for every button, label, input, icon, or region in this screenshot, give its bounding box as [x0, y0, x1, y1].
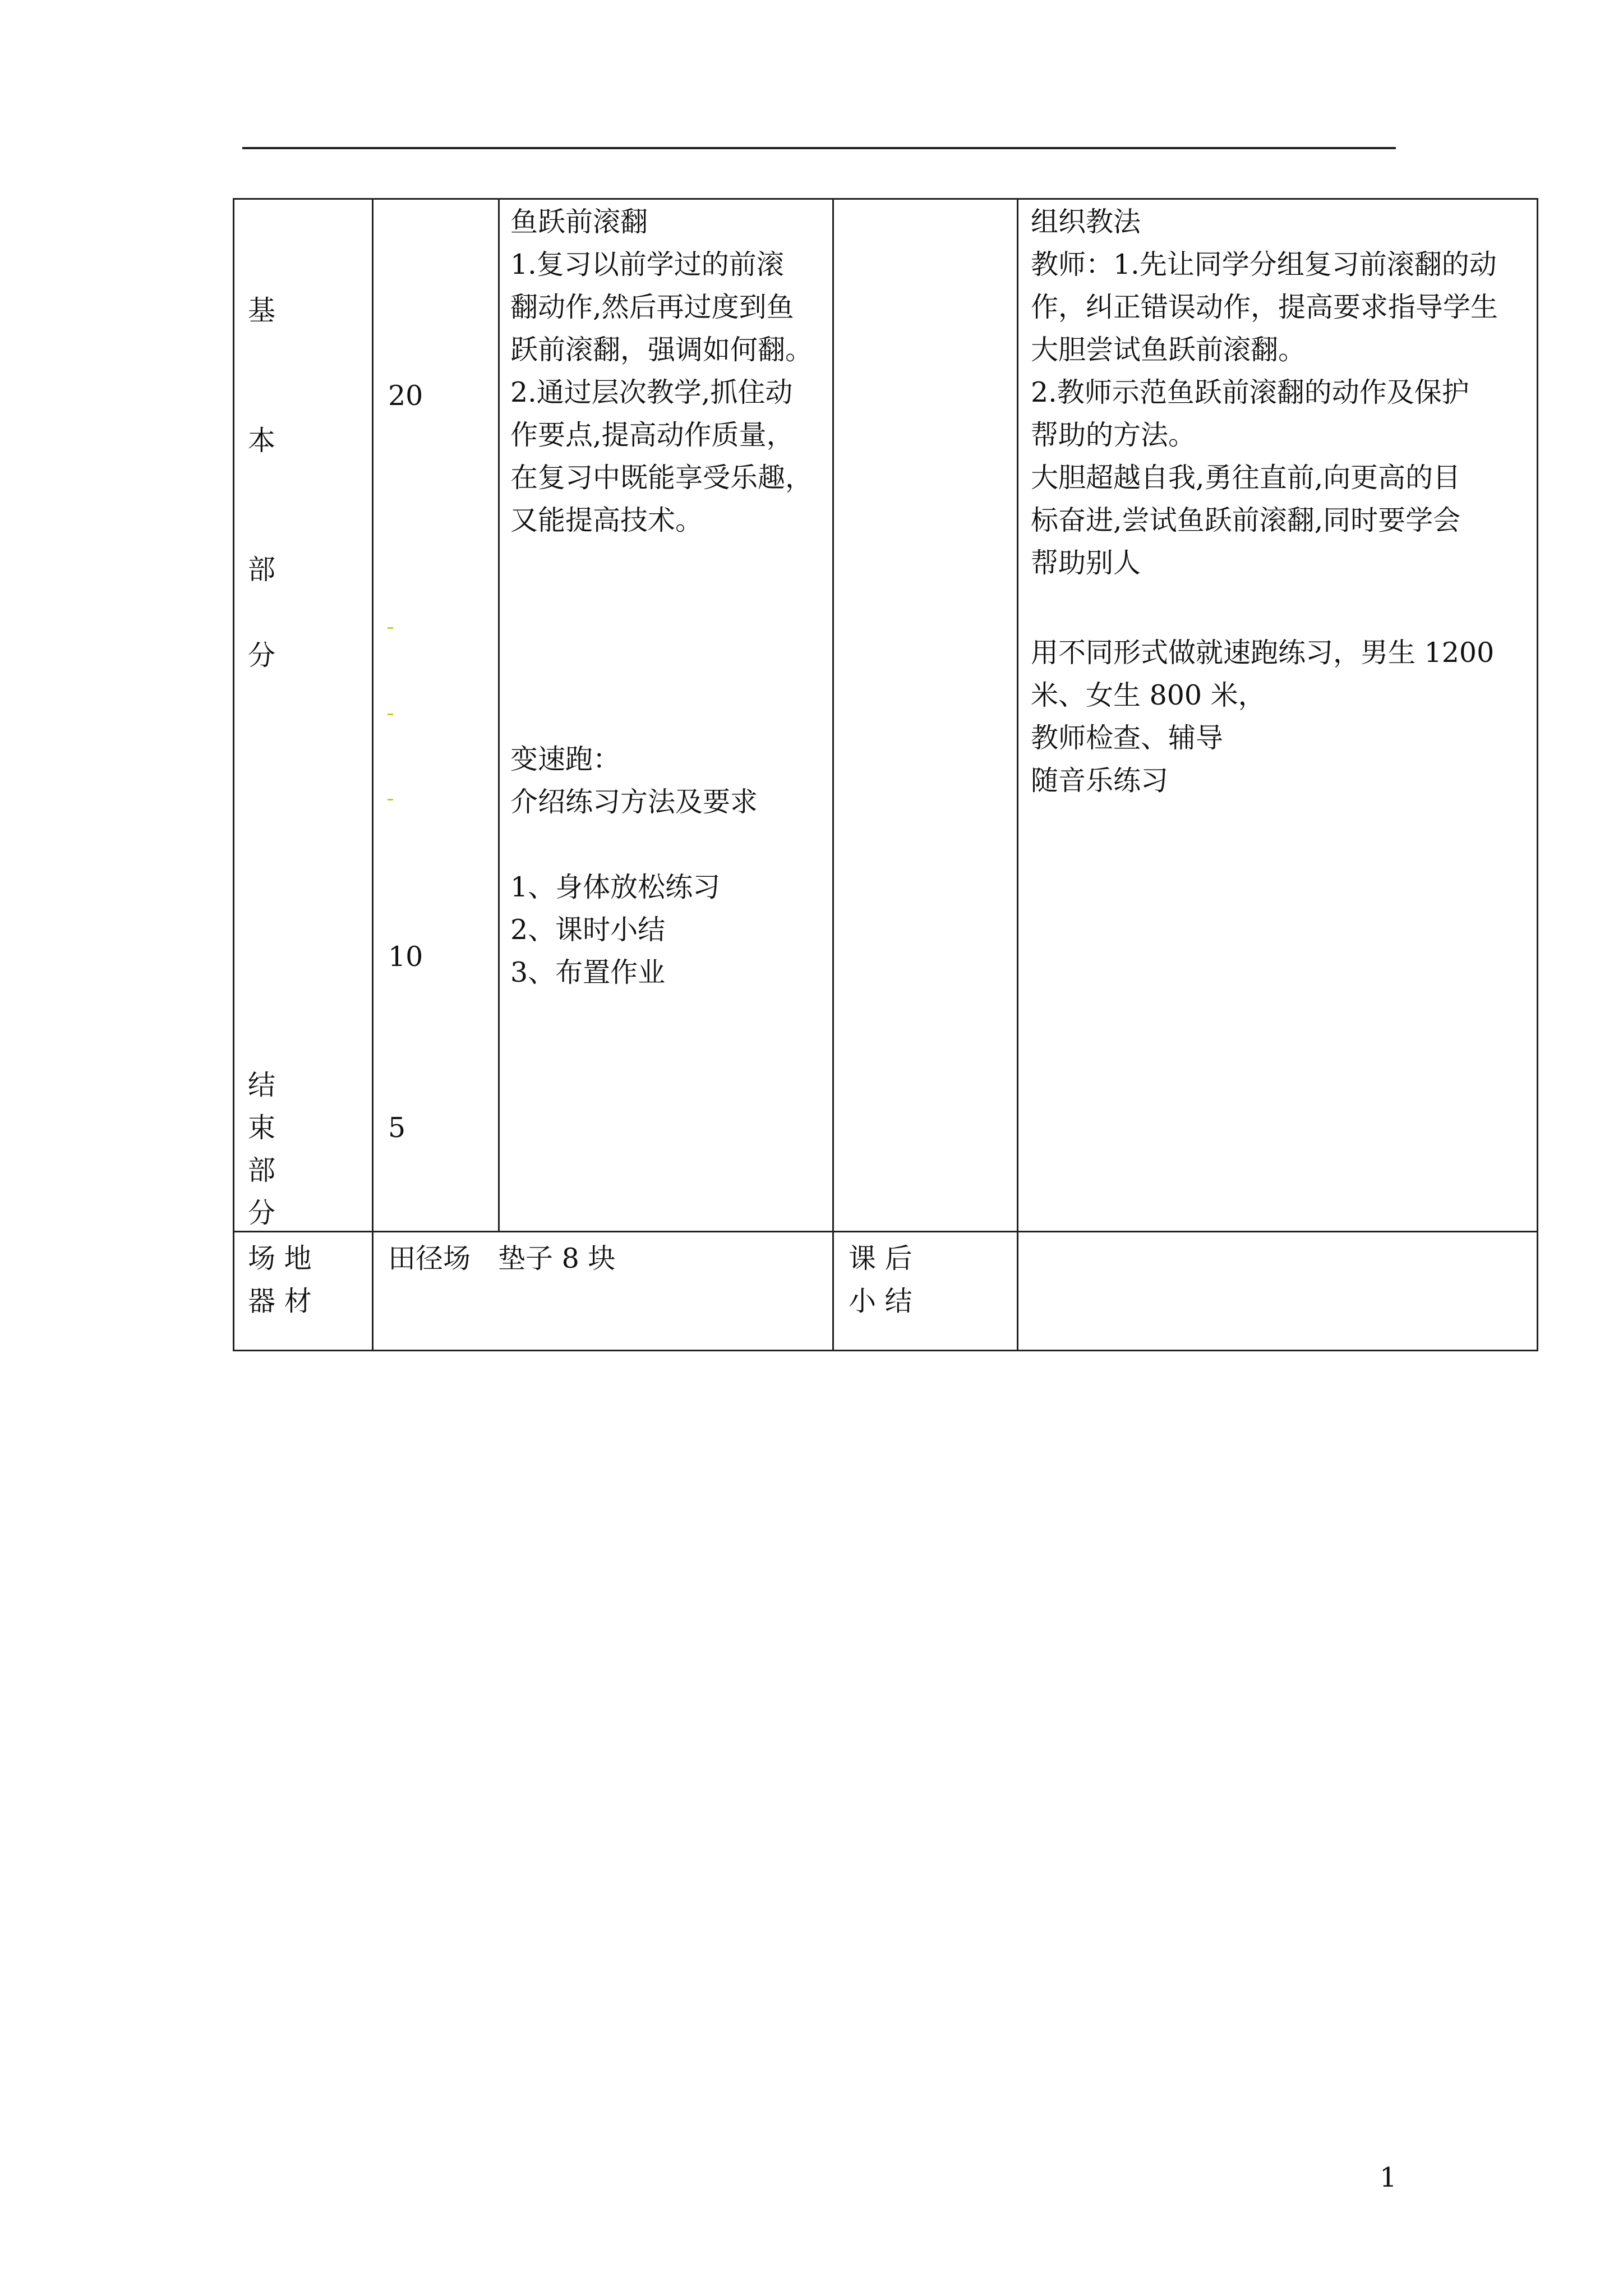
time-basic: 20	[388, 380, 423, 412]
page-number: 1	[1380, 2162, 1397, 2193]
section-basic-2: 本	[248, 425, 276, 457]
summary-label: 小 结	[849, 1285, 912, 1317]
marker-dash	[388, 627, 393, 629]
marker-dash	[388, 799, 393, 800]
content-title: 鱼跃前滚翻	[510, 206, 648, 238]
col-divider-4	[1017, 200, 1018, 1350]
col-divider-1	[372, 200, 374, 1350]
run-method-line: 随音乐练习	[1031, 765, 1169, 797]
section-end-1: 结	[248, 1069, 276, 1101]
method-line: 大胆超越自我,勇往直前,向更高的目	[1031, 462, 1461, 494]
method-line: 帮助别人	[1031, 547, 1141, 579]
marker-dash	[388, 714, 393, 715]
end-item: 3、布置作业	[510, 956, 666, 988]
section-end-3: 部	[248, 1154, 276, 1186]
venue-label: 场 地	[248, 1243, 312, 1274]
method-line: 作，纠正错误动作，提高要求指导学生	[1031, 291, 1498, 323]
content-line: 跃前滚翻，强调如何翻。	[510, 334, 813, 366]
row-divider	[234, 1231, 1537, 1232]
run-method-line: 用不同形式做就速跑练习，男生 1200	[1031, 637, 1495, 669]
col-divider-3	[832, 200, 834, 1350]
method-line: 标奋进,尝试鱼跃前滚翻,同时要学会	[1031, 504, 1461, 536]
section-end-2: 束	[248, 1112, 276, 1144]
time-end: 5	[388, 1112, 406, 1144]
section-basic-3: 部	[248, 554, 276, 586]
time-run: 10	[388, 941, 423, 973]
end-item: 2、课时小结	[510, 914, 666, 946]
method-title: 组织教法	[1031, 206, 1141, 238]
run-method-line: 米、女生 800 米，	[1031, 679, 1266, 711]
header-rule	[242, 147, 1396, 149]
section-basic-1: 基	[248, 295, 276, 326]
lesson-plan-table	[233, 198, 1538, 1351]
content-line: 在复习中既能享受乐趣，	[510, 462, 813, 494]
run-title: 变速跑：	[510, 743, 621, 775]
content-line: 翻动作,然后再过度到鱼	[510, 291, 794, 323]
method-line: 帮助的方法。	[1031, 419, 1196, 451]
section-basic-4: 分	[248, 639, 276, 671]
section-end-4: 分	[248, 1197, 276, 1229]
venue-label: 器 材	[248, 1285, 312, 1317]
col-divider-2	[498, 200, 500, 1231]
method-line: 2.教师示范鱼跃前滚翻的动作及保护	[1031, 376, 1469, 408]
end-item: 1、身体放松练习	[510, 871, 721, 903]
summary-label: 课 后	[849, 1243, 912, 1274]
run-description: 介绍练习方法及要求	[510, 786, 758, 818]
venue-value: 田径场 垫子 8 块	[388, 1243, 616, 1274]
content-line: 2.通过层次教学,抓住动	[510, 376, 793, 408]
content-line: 1.复习以前学过的前滚	[510, 249, 784, 280]
content-line: 又能提高技术。	[510, 504, 703, 536]
method-line: 大胆尝试鱼跃前滚翻。	[1031, 334, 1306, 366]
method-line: 教师：1.先让同学分组复习前滚翻的动	[1031, 249, 1497, 280]
content-line: 作要点,提高动作质量，	[510, 419, 794, 451]
run-method-line: 教师检查、辅导	[1031, 722, 1224, 754]
